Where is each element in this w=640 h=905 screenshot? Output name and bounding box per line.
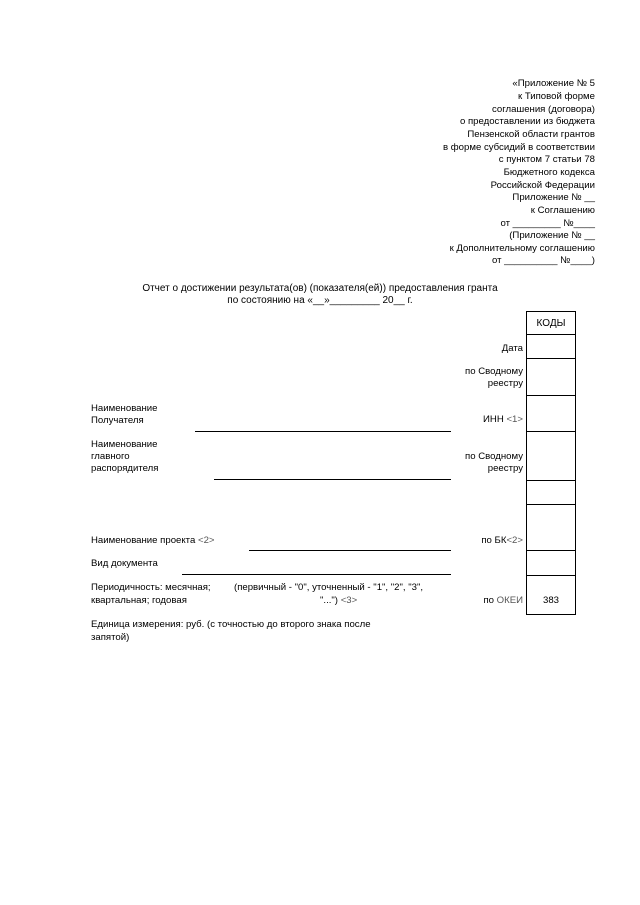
okei-code: 383	[542, 595, 559, 606]
inn-text: ИНН	[483, 414, 504, 425]
codes-divider	[527, 575, 575, 576]
codes-divider	[527, 395, 575, 396]
report-date-line: по состоянию на «__»_________ 20__ г.	[227, 295, 413, 306]
project-text: Наименование проекта	[91, 535, 196, 546]
codes-divider	[527, 480, 575, 481]
okei-text: ОКЕИ	[496, 595, 523, 606]
header-line: Российской Федерации	[490, 180, 595, 191]
header-line: (Приложение № __	[509, 230, 595, 241]
document-type-field-line	[182, 574, 451, 575]
document-kind-footnote-ref: <3>	[340, 595, 358, 606]
bk-text: по БК	[481, 535, 507, 546]
project-footnote-ref: <2>	[197, 535, 215, 546]
label-project	[91, 535, 215, 547]
header-line: с пунктом 7 статьи 78	[498, 154, 595, 165]
document-kind-note	[320, 595, 357, 607]
label-chief-manager: главного	[91, 451, 130, 462]
label-svod-registry: реестру	[487, 378, 523, 389]
label-chief-manager: Наименование	[91, 439, 158, 450]
label-inn	[483, 414, 523, 426]
report-title: Отчет о достижении результата(ов) (показателя(ей)) предоставления гранта	[142, 283, 498, 294]
codes-divider	[527, 431, 575, 432]
document-kind-text: "...")	[320, 595, 339, 606]
label-unit: Единица измерения: руб. (с точностью до второго знака после	[91, 619, 371, 630]
header-line: от _________ №____	[500, 218, 595, 229]
header-line: «Приложение № 5	[512, 78, 595, 89]
codes-divider	[527, 550, 575, 551]
header-line: о предоставлении из бюджета	[459, 116, 595, 127]
codes-header: КОДЫ	[536, 318, 566, 329]
label-svod-registry: по Сводному	[465, 366, 523, 377]
bk-footnote-ref: <2>	[506, 535, 523, 546]
label-unit: запятой)	[91, 632, 130, 643]
recipient-field-line	[195, 431, 451, 432]
codes-divider	[527, 334, 575, 335]
header-line: Приложение № __	[512, 192, 595, 203]
codes-divider	[527, 358, 575, 359]
project-field-line	[249, 550, 451, 551]
header-line: Бюджетного кодекса	[503, 167, 595, 178]
header-line: в форме субсидий в соответствии	[443, 142, 595, 153]
header-line: к Типовой форме	[517, 91, 595, 102]
label-svod-registry: по Сводному	[465, 451, 523, 462]
document-kind-note: (первичный - "0", уточненный - "1", "2", "3",	[234, 582, 424, 593]
chief-manager-field-line	[214, 479, 451, 480]
label-date: Дата	[501, 343, 523, 354]
inn-footnote-ref: <1>	[506, 414, 523, 425]
codes-table	[526, 311, 576, 615]
label-periodicity: квартальная; годовая	[91, 595, 187, 606]
label-recipient: Наименование	[91, 403, 158, 414]
codes-divider	[527, 504, 575, 505]
okei-prefix: по	[483, 595, 494, 606]
label-document-type: Вид документа	[91, 558, 158, 569]
label-bk	[481, 535, 523, 547]
label-chief-manager: распорядителя	[91, 463, 159, 474]
label-periodicity: Периодичность: месячная;	[91, 582, 211, 593]
header-line: соглашения (договора)	[492, 104, 595, 115]
header-line: Пензенской области грантов	[467, 129, 595, 140]
header-line: к Дополнительному соглашению	[449, 243, 595, 254]
label-okei	[483, 595, 523, 607]
label-svod-registry: реестру	[487, 463, 523, 474]
header-line: от __________ №____)	[491, 255, 595, 266]
label-recipient: Получателя	[91, 415, 144, 426]
header-line: к Соглашению	[530, 205, 595, 216]
